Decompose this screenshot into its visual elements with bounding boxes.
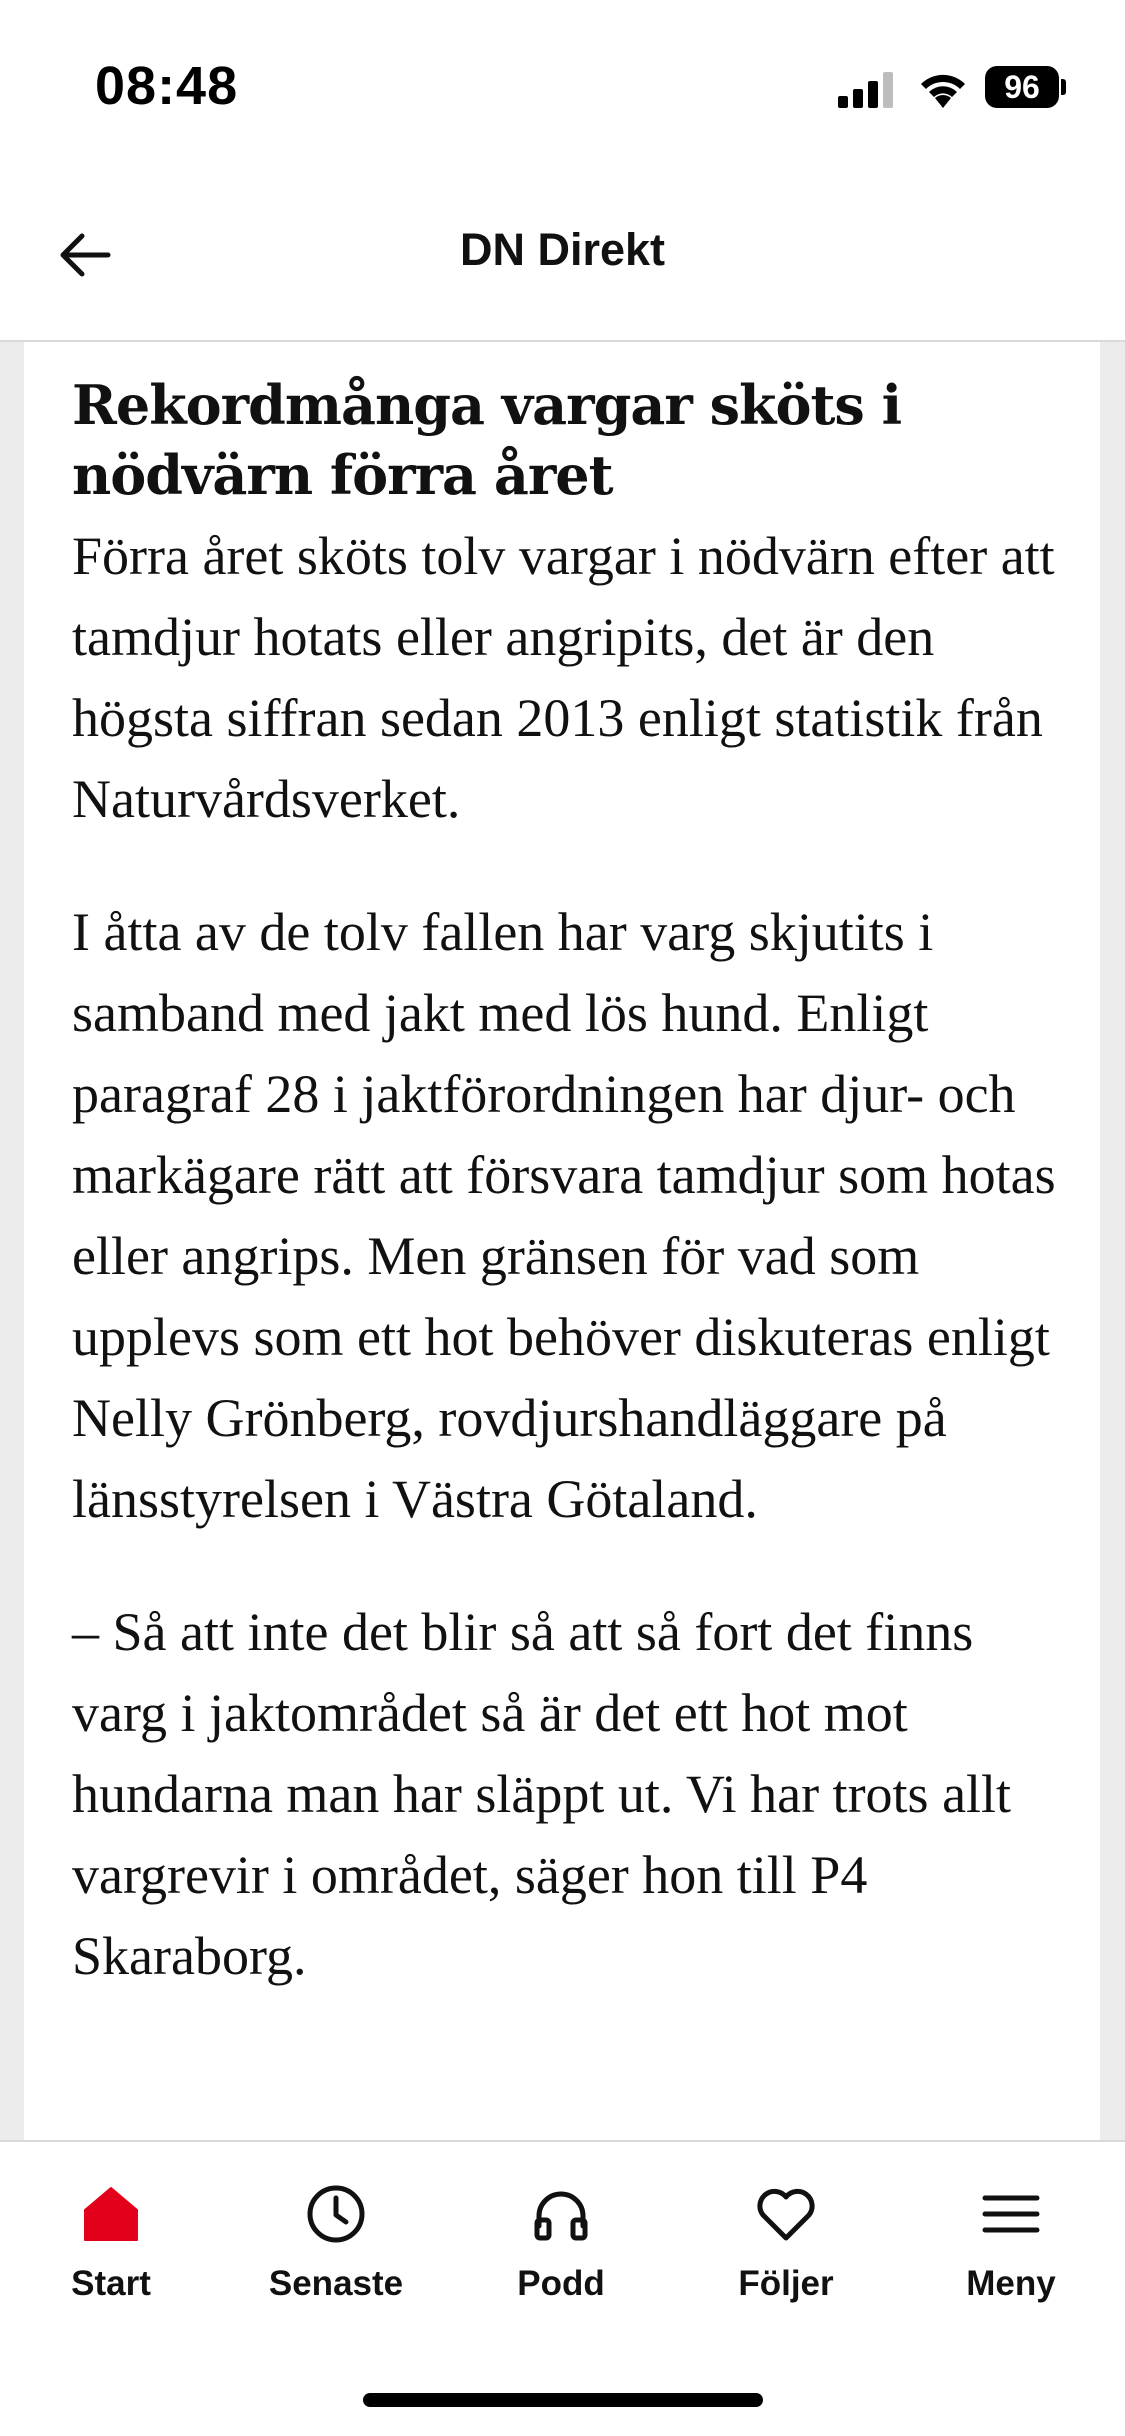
status-time: 08:48 xyxy=(95,56,239,116)
home-indicator[interactable] xyxy=(363,2393,763,2407)
battery-icon xyxy=(985,66,1057,108)
tab-foljer[interactable] xyxy=(691,2182,881,2332)
signal-icon xyxy=(838,72,898,108)
home-icon xyxy=(79,2182,143,2246)
nav-header xyxy=(0,175,1125,342)
article-paragraph: I åtta av de tolv fallen har varg skjutits i samband med jakt med lös hund. Enligt paragraf 28 i jaktförordningen har djur- och markägare rätt att försvara tamdjur som hotas eller angrips. Men gränsen för vad som upplevs som ett hot behöver diskuteras enligt Nelly Grönberg, rovdjurshandläggare på länsstyrelsen i Västra Götaland. xyxy=(72,902,1056,1529)
tab-label: Meny xyxy=(966,2264,1056,2303)
tab-podd[interactable] xyxy=(466,2182,656,2332)
tab-label: Senaste xyxy=(268,2264,404,2303)
article-body xyxy=(72,370,1072,1997)
content-area[interactable] xyxy=(0,342,1125,2140)
battery-level: 96 xyxy=(985,66,1059,108)
article-title: Rekordmånga vargar sköts i nödvärn förra året xyxy=(72,373,902,507)
tab-label: Podd xyxy=(517,2264,605,2303)
article-paragraph: – Så att inte det blir så att så fort det finns varg i jaktområdet så är det ett hot mot hundarna man har släppt ut. Vi har trots allt vargrevir i området, säger hon till P4 Skaraborg. xyxy=(72,1602,1012,1986)
headphones-icon xyxy=(529,2182,593,2246)
tab-label: Följer xyxy=(738,2264,834,2303)
status-bar xyxy=(0,0,1125,175)
tab-meny[interactable] xyxy=(916,2182,1106,2332)
tab-start[interactable] xyxy=(16,2182,206,2332)
article-paragraph: Förra året sköts tolv vargar i nödvärn efter att tamdjur hotats eller angripits, det är den högsta siffran sedan 2013 enligt statistik från Naturvårdsverket. xyxy=(72,526,1055,829)
menu-icon xyxy=(979,2182,1043,2246)
tab-label: Start xyxy=(71,2264,151,2303)
tab-bar xyxy=(0,2140,1125,2436)
tab-senaste[interactable] xyxy=(241,2182,431,2332)
heart-icon xyxy=(754,2182,818,2246)
article-card xyxy=(24,342,1100,2140)
page-title: DN Direkt xyxy=(459,224,666,275)
wifi-icon xyxy=(916,66,970,108)
clock-icon xyxy=(304,2182,368,2246)
